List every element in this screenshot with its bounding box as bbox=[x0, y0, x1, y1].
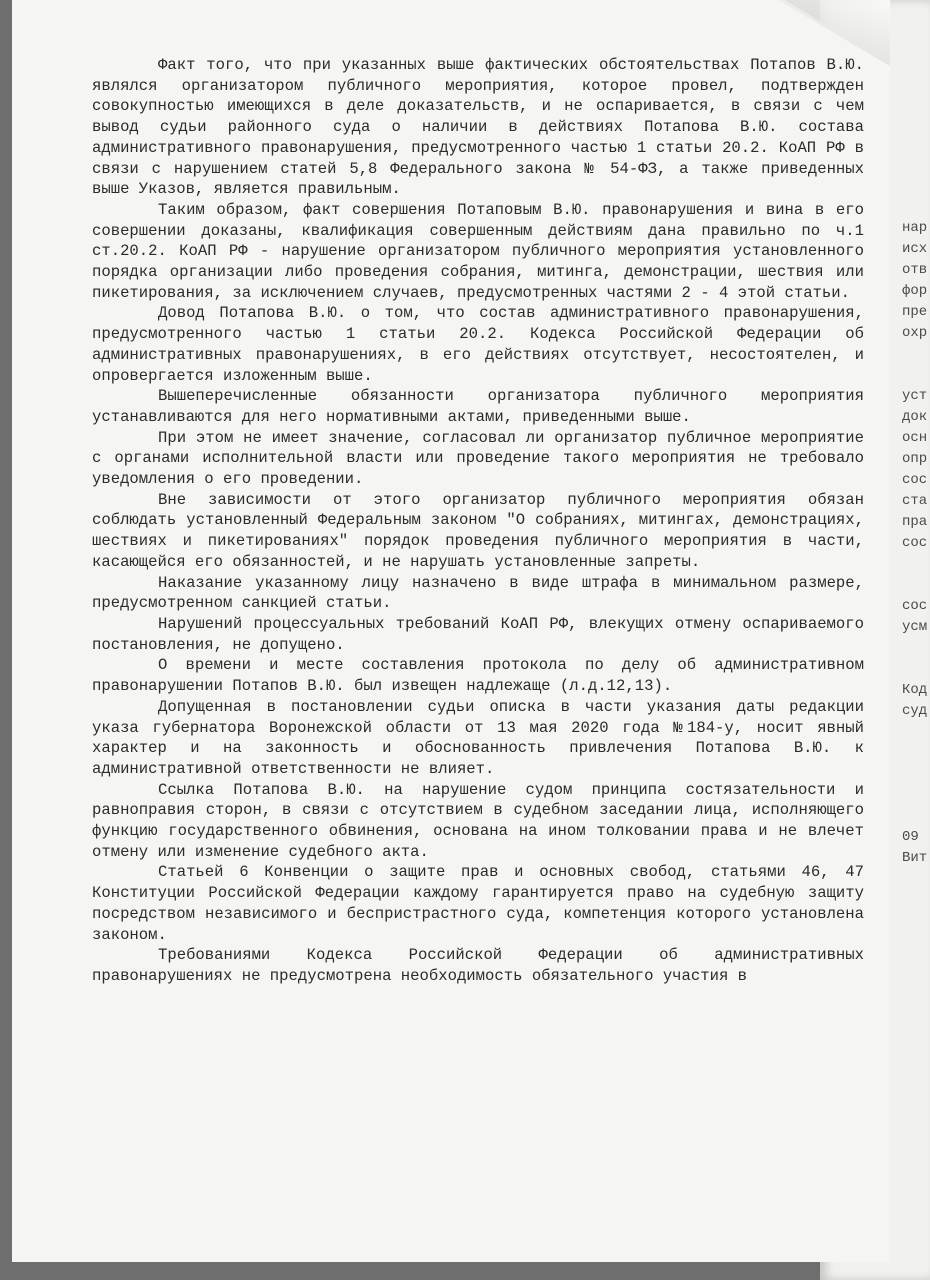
paragraph: Наказание указанному лицу назначено в виде штрафа в минимальном размере, предусмотренном санкцией статьи. bbox=[92, 573, 864, 613]
paragraph: Таким образом, факт совершения Потаповым В.Ю. правонарушения и вина в его совершении доказаны, квалификация совершенным действиям дана правильно по ч.1 ст.20.2. КоАП РФ - нарушение организатором публичного мероприятия установленного порядка организации либо проведения собрания, митинга, демонстрации, шествия или пикетирования, за исключением случаев, предусмотренных частями 2 - 4 этой статьи. bbox=[92, 200, 864, 302]
underlying-page-fragment: док bbox=[902, 409, 928, 425]
underlying-page-fragment: пре bbox=[902, 304, 928, 320]
paragraph: Вне зависимости от этого организатор публичного мероприятия обязан соблюдать установленный Федеральным законом "О собраниях, митингах, демонстрациях, шествиях и пикетированиях" порядок проведения публичного мероприятия в части, касающейся его обязанностей, и не нарушать установленные запреты. bbox=[92, 490, 864, 571]
underlying-page-fragment bbox=[902, 785, 930, 806]
underlying-page-fragment: отв bbox=[902, 262, 928, 278]
underlying-page-fragment bbox=[902, 638, 930, 659]
underlying-page-fragment: сос bbox=[902, 535, 928, 551]
underlying-page-fragment bbox=[902, 575, 930, 596]
paragraph: Факт того, что при указанных выше фактических обстоятельствах Потапов В.Ю. являлся организатором публичного мероприятия, которое провел, подтвержден совокупностью имеющихся в деле доказательств, и не оспаривается, в связи с чем вывод судьи районного суда о наличии в действиях Потапова В.Ю. состава административного правонарушения, предусмотренного частью 1 статьи 20.2. КоАП РФ в связи с нарушением статей 5,8 Федерального закона № 54-ФЗ, а также приведенных выше Указов, является правильным. bbox=[92, 56, 864, 199]
underlying-page-fragment: исх bbox=[902, 241, 928, 257]
underlying-page-fragment bbox=[902, 365, 930, 386]
underlying-page-fragment: 09 bbox=[902, 829, 919, 845]
underlying-page-fragment: опр bbox=[902, 451, 928, 467]
underlying-page-fragment bbox=[902, 806, 930, 827]
underlying-page-fragment bbox=[902, 344, 930, 365]
underlying-page-fragment: усм bbox=[902, 619, 928, 635]
paragraph: О времени и месте составления протокола по делу об административном правонарушении Потапов В.Ю. был извещен надлежаще (л.д.12,13). bbox=[92, 656, 864, 696]
underlying-page-fragment: ста bbox=[902, 493, 928, 509]
paragraph: Допущенная в постановлении судьи описка в части указания даты редакции указа губернатора Воронежской области от 13 мая 2020 года №184-у, носит явный характер и на законность и обоснованность привлечения Потапова В.Ю. к административной ответственности не влияет. bbox=[92, 697, 864, 778]
underlying-page-fragment: суд bbox=[902, 703, 928, 719]
paragraph: Вышеперечисленные обязанности организатора публичного мероприятия устанавливаются для него нормативными актами, приведенными выше. bbox=[92, 387, 864, 426]
underlying-page-fragment: сос bbox=[902, 472, 928, 488]
paragraph: Довод Потапова В.Ю. о том, что состав административного правонарушения, предусмотренного частью 1 статьи 20.2. Кодекса Российской Федерации об административных правонарушениях, в его действиях отсутствует, несостоятелен, и опровергается изложенным выше. bbox=[92, 304, 864, 385]
paragraph: Статьей 6 Конвенции о защите прав и основных свобод, статьями 46, 47 Конституции Российской Федерации каждому гарантируется право на судебную защиту посредством независимого и беспристрастного суда, компетенция которого установлена законом. bbox=[92, 863, 864, 944]
paragraph: Нарушений процессуальных требований КоАП РФ, влекущих отмену оспариваемого постановления, не допущено. bbox=[92, 614, 864, 654]
paragraph: Ссылка Потапова В.Ю. на нарушение судом принципа состязательности и равноправия сторон, в связи с отсутствием в судебном заседании лица, исполняющего функцию государственного обвинения, основана на ином толковании права и не влечет отмену или изменение судебного акта. bbox=[92, 780, 864, 861]
paragraph: При этом не имеет значение, согласовал ли организатор публичное мероприятие с органами исполнительной власти или проведение такого мероприятия не требовало уведомления о его проведении. bbox=[92, 428, 864, 489]
underlying-page-fragment: уст bbox=[902, 388, 928, 404]
underlying-page-fragment bbox=[902, 554, 930, 575]
underlying-page-fragment: Код bbox=[902, 682, 928, 698]
underlying-page-fragment: осн bbox=[902, 430, 928, 446]
document-body bbox=[92, 55, 864, 987]
underlying-page-text bbox=[902, 218, 930, 869]
paragraph: Требованиями Кодекса Российской Федерации об административных правонарушениях не предусмотрена необходимость обязательного участия в bbox=[92, 946, 864, 985]
underlying-page-fragment: охр bbox=[902, 325, 928, 341]
underlying-page-fragment bbox=[902, 743, 930, 764]
underlying-page-fragment: фор bbox=[902, 283, 928, 299]
underlying-page-fragment: сос bbox=[902, 598, 928, 614]
underlying-page-fragment bbox=[902, 659, 930, 680]
underlying-page-fragment: нар bbox=[902, 220, 928, 236]
underlying-page-fragment bbox=[902, 722, 930, 743]
underlying-page-fragment bbox=[902, 764, 930, 785]
underlying-page-fragment: пра bbox=[902, 514, 928, 530]
underlying-page-fragment: Вит bbox=[902, 850, 928, 866]
